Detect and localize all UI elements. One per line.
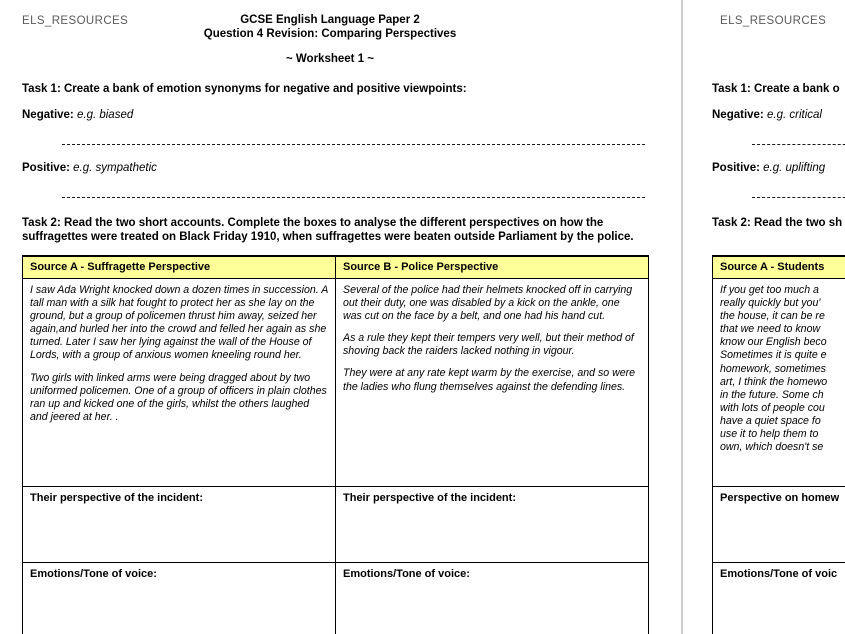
source-a-header: Source A - Suffragette Perspective <box>23 256 336 279</box>
page-2-task-2-instruction: Task 2: Read the two sh <box>712 217 843 229</box>
task-1-positive-row <box>22 162 157 174</box>
page-2-extract-line: use it to help them to <box>720 428 819 441</box>
page-2-perspective-prompt: Perspective on homew <box>720 492 840 504</box>
page-2-task-1-instruction: Task 1: Create a bank o <box>712 83 840 95</box>
table-row-headers <box>23 256 649 279</box>
page-2-extract-line: really quickly but you' <box>720 297 821 310</box>
page-2-table-row-emotions <box>713 563 845 634</box>
negative-answer-rule[interactable] <box>62 144 645 145</box>
source-a-perspective-prompt: Their perspective of the incident: <box>30 492 203 504</box>
source-a-perspective-answer-box[interactable] <box>23 487 336 563</box>
positive-answer-rule[interactable] <box>62 197 645 198</box>
page-2-extract-line: Sometimes it is quite e <box>720 349 827 362</box>
perspectives-table <box>22 255 649 634</box>
source-a-paragraph-2: Two girls with linked arms were being dragged about by two uniformed policemen. One of a group of officers in plain clothes ran up and kicked one of the girls, whilst the others laughed and jeered at her. . <box>30 371 327 423</box>
source-b-paragraph-3: They were at any rate kept warm by the exercise, and so were the ladies who flung themselves against the defending lines. <box>343 367 636 393</box>
source-a-paragraph-1: I saw Ada Wright knocked down a dozen times in succession. A tall man with a silk hat fought to protect her as she lay on the ground, but a group of policemen thrust him away, seized her again,and hurled her into the crowd and felled her again as she turned. Later I saw her lying against the wall of the House of Lords, with a group of anxious women kneeling round her. <box>30 284 328 362</box>
table-row-perspective <box>23 487 649 563</box>
source-b-perspective-answer-box[interactable] <box>336 487 649 563</box>
source-a-emotions-prompt: Emotions/Tone of voice: <box>30 568 157 580</box>
source-b-extract <box>336 279 649 487</box>
page-2-extract-line: homework, sometimes <box>720 362 826 375</box>
page-2-extract-line: If you get too much a <box>720 284 819 296</box>
document-title-line-2: Question 4 Revision: Comparing Perspectives <box>203 28 457 40</box>
task-2-instruction-line-1: Task 2: Read the two short accounts. Complete the boxes to analyse the different perspectives on how the <box>22 217 604 229</box>
page-2-negative-answer-rule[interactable] <box>752 144 845 145</box>
source-b-paragraph-2: As a rule they kept their tempers very well, but their method of shoving back the raiders lacked nothing in vigour. <box>343 332 634 358</box>
worksheet-label: ~ Worksheet 1 ~ <box>286 53 374 65</box>
page-2-perspectives-table <box>712 255 845 634</box>
negative-example: e.g. biased <box>76 109 134 121</box>
page-2-extract-line: with lots of people cou <box>720 401 825 414</box>
table-row-source-extracts <box>23 279 649 487</box>
page-2-source-a-extract <box>713 279 845 487</box>
negative-label: Negative: <box>22 109 74 121</box>
page-2-perspective-answer-box[interactable] <box>713 487 845 563</box>
source-b-emotions-answer-box[interactable] <box>336 563 649 634</box>
worksheet-page-2 <box>690 0 845 634</box>
page-2-table-row-perspective <box>713 487 845 563</box>
page-2-emotions-answer-box[interactable] <box>713 563 845 634</box>
positive-example: e.g. sympathetic <box>73 162 157 174</box>
page-2-emotions-prompt: Emotions/Tone of voic <box>720 568 838 580</box>
page-2-extract-line: own, which doesn't se <box>720 441 824 454</box>
page-2-extract-line: know our English beco <box>720 336 827 349</box>
page-2-source-a-header: Source A - Students <box>713 256 845 279</box>
page-2-extract-line: in the future. Some ch <box>720 388 824 401</box>
source-b-paragraph-1: Several of the police had their helmets knocked off in carrying out their duty, one was disabled by a kick on the ankle, one was cut on the face by a belt, and one had his hand cut. <box>343 284 633 323</box>
page-2-extract-line: that we need to know <box>720 323 821 336</box>
source-a-emotions-answer-box[interactable] <box>23 563 336 634</box>
source-b-header: Source B - Police Perspective <box>336 256 649 279</box>
page-2-extract-line: the house, it can be re <box>720 310 825 323</box>
page-2-table-row-extract <box>713 279 845 487</box>
page-2-task-1-negative-row <box>712 109 822 121</box>
page-2-extract-line: have a quiet space fo <box>720 414 821 427</box>
brand-label-page-2: ELS_RESOURCES <box>720 15 827 27</box>
source-b-perspective-prompt: Their perspective of the incident: <box>343 492 516 504</box>
task-2-instruction-line-2: suffragettes were treated on Black Friday 1910, when suffragettes were beaten outside Parliament by the police. <box>22 231 634 243</box>
page-2-negative-example: e.g. critical <box>766 109 822 121</box>
page-2-positive-label: Positive: <box>712 162 760 174</box>
positive-label: Positive: <box>22 162 70 174</box>
task-1-negative-row <box>22 109 133 121</box>
table-row-emotions <box>23 563 649 634</box>
page-2-negative-label: Negative: <box>712 109 764 121</box>
page-divider <box>681 0 683 634</box>
source-a-extract <box>23 279 336 487</box>
page-2-extract-line: art, I think the homewo <box>720 375 828 388</box>
document-title-line-1: GCSE English Language Paper 2 <box>240 14 420 26</box>
source-b-emotions-prompt: Emotions/Tone of voice: <box>343 568 470 580</box>
page-2-positive-answer-rule[interactable] <box>752 197 845 198</box>
page-2-task-1-positive-row <box>712 162 825 174</box>
page-2-positive-example: e.g. uplifting <box>763 162 826 174</box>
brand-label-page-1: ELS_RESOURCES <box>22 15 129 27</box>
task-1-instruction: Task 1: Create a bank of emotion synonyms for negative and positive viewpoints: <box>22 83 467 95</box>
page-2-table-row-header <box>713 256 845 279</box>
